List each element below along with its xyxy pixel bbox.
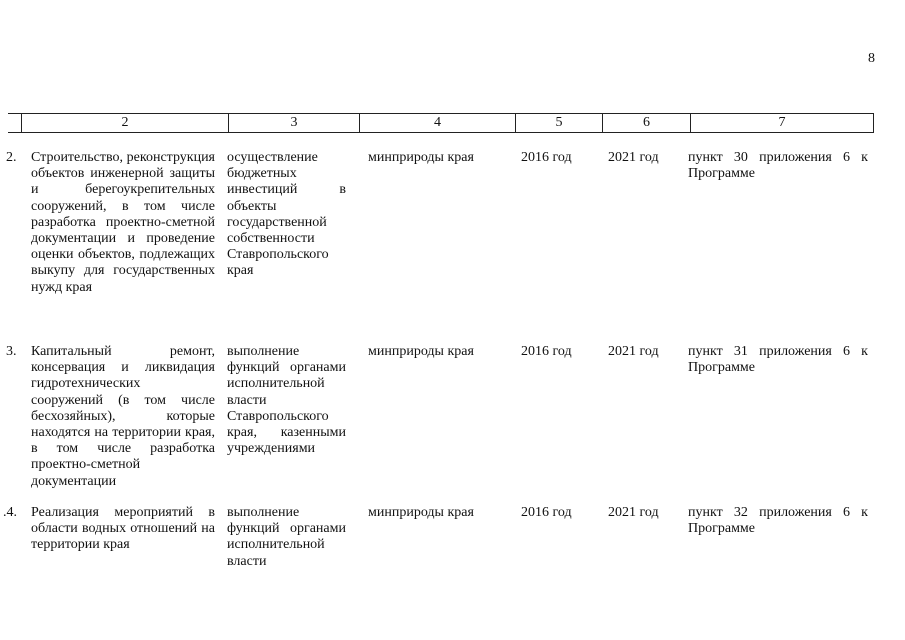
implementation-mode: выполнение функций органами исполнительной власти Ставропольского края, казенными учреждениями [227,344,346,457]
header-col-6: 6 [602,114,690,132]
reference: пункт 30 приложения 6 к Программе [688,150,868,182]
implementation-mode: выполнение функций органами исполнительной власти [227,505,346,569]
header-col-1 [8,114,21,132]
reference: пункт 31 приложения 6 к Программе [688,344,868,376]
page-number: 8 [868,51,875,66]
start-year: 2016 год [521,505,572,520]
implementation-mode: осуществление бюджетных инвестиций в объекты государственной собственности Ставропольского края [227,150,346,279]
end-year: 2021 год [608,150,659,165]
measure-name: Реализация мероприятий в области водных отношений на территории края [31,505,215,553]
header-col-5: 5 [515,114,602,132]
header-col-7: 7 [690,114,874,132]
row-number: 2. [6,150,17,165]
measure-name: Строительство, реконструкция объектов инженерной защиты и берегоукрепительных сооружений, в том числе разработка проектно-сметной документации и проведение оценки объектов, подлежащих выкупу для государственных нужд края [31,150,215,295]
end-year: 2021 год [608,505,659,520]
header-col-2: 2 [21,114,228,132]
header-col-4: 4 [359,114,515,132]
start-year: 2016 год [521,344,572,359]
row-number: .4. [3,505,17,520]
measure-name: Капитальный ремонт, консервация и ликвидация гидротехнических сооружений (в том числе бесхозяйных), которые находятся на территории края, в том числе разработка проектно-сметной документации [31,344,215,489]
end-year: 2021 год [608,344,659,359]
table-header [8,113,874,133]
executor: минприроды края [368,505,474,520]
start-year: 2016 год [521,150,572,165]
row-number: 3. [6,344,17,359]
executor: минприроды края [368,344,474,359]
header-col-3: 3 [228,114,359,132]
executor: минприроды края [368,150,474,165]
reference: пункт 32 приложения 6 к Программе [688,505,868,537]
